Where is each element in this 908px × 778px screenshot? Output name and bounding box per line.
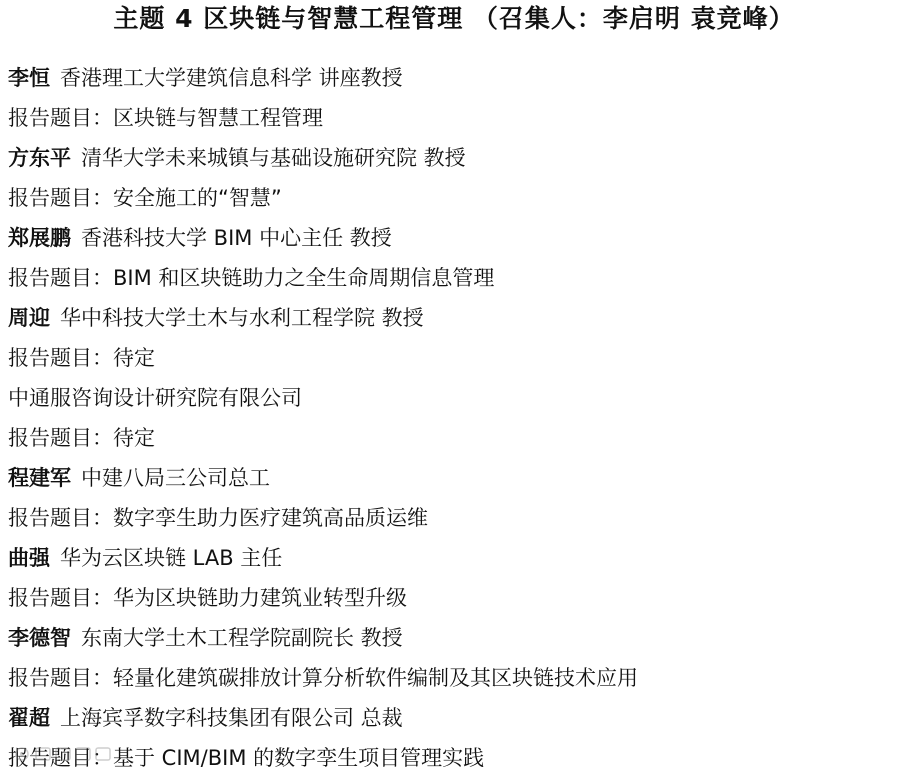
report-topic-row: [8, 98, 903, 138]
report-label: 报告题目：: [8, 506, 113, 530]
speaker-row: [8, 298, 903, 338]
speaker-row: [8, 138, 903, 178]
speaker-name: 翟超: [8, 706, 50, 730]
speaker-affiliation: 清华大学未来城镇与基础设施研究院 教授: [81, 146, 466, 170]
report-topic-row: [8, 418, 903, 458]
speaker-affiliation: 东南大学土木工程学院副院长 教授: [81, 626, 403, 650]
report-topic-row: [8, 338, 903, 378]
report-topic: 轻量化建筑碳排放计算分析软件编制及其区块链技术应用: [113, 666, 638, 690]
report-topic: 安全施工的“智慧”: [113, 186, 282, 210]
speaker-affiliation: 上海宾孚数字科技集团有限公司 总裁: [60, 706, 403, 730]
speaker-affiliation: 香港科技大学 BIM 中心主任 教授: [81, 226, 392, 250]
report-topic: BIM 和区块链助力之全生命周期信息管理: [113, 266, 495, 290]
speaker-row: [8, 618, 903, 658]
report-label: 报告题目：: [8, 346, 113, 370]
report-topic: 华为区块链助力建筑业转型升级: [113, 586, 407, 610]
speaker-name: 李德智: [8, 626, 71, 650]
speaker-row: [8, 698, 903, 738]
report-topic: 数字孪生助力医疗建筑高品质运维: [113, 506, 428, 530]
page-title: 主题 4 区块链与智慧工程管理 （召集人：李启明 袁竞峰）: [113, 4, 795, 33]
speaker-affiliation: 中建八局三公司总工: [81, 466, 270, 490]
report-label: 报告题目：: [8, 746, 113, 770]
speaker-affiliation: 香港理工大学建筑信息科学 讲座教授: [60, 66, 403, 90]
speaker-name: 方东平: [8, 146, 71, 170]
speaker-row: [8, 538, 903, 578]
speaker-name: 李恒: [8, 66, 50, 90]
report-topic-row: [8, 498, 903, 538]
report-topic-row: [8, 738, 903, 778]
report-topic-row: [8, 578, 903, 618]
watermark-logo: [14, 742, 134, 766]
report-topic: 基于 CIM/BIM 的数字孪生项目管理实践: [113, 746, 485, 770]
report-label: 报告题目：: [8, 106, 113, 130]
report-topic: 待定: [113, 346, 155, 370]
report-label: 报告题目：: [8, 666, 113, 690]
report-topic-row: [8, 178, 903, 218]
report-label: 报告题目：: [8, 266, 113, 290]
report-topic-row: [8, 258, 903, 298]
speaker-name: 程建军: [8, 466, 71, 490]
speaker-row: [8, 58, 903, 98]
speaker-name: 郑展鹏: [8, 226, 71, 250]
speaker-name: 曲强: [8, 546, 50, 570]
speaker-affiliation: 华为云区块链 LAB 主任: [60, 546, 283, 570]
speaker-list: [8, 58, 903, 778]
speaker-row: [8, 458, 903, 498]
speaker-affiliation: 中通服咨询设计研究院有限公司: [8, 386, 302, 410]
report-topic: 待定: [113, 426, 155, 450]
speaker-affiliation: 华中科技大学土木与水利工程学院 教授: [60, 306, 424, 330]
speaker-row: [8, 218, 903, 258]
speaker-row: [8, 378, 903, 418]
report-topic-row: [8, 658, 903, 698]
report-label: 报告题目：: [8, 586, 113, 610]
report-label: 报告题目：: [8, 186, 113, 210]
speaker-name: 周迎: [8, 306, 50, 330]
report-topic: 区块链与智慧工程管理: [113, 106, 323, 130]
report-label: 报告题目：: [8, 426, 113, 450]
